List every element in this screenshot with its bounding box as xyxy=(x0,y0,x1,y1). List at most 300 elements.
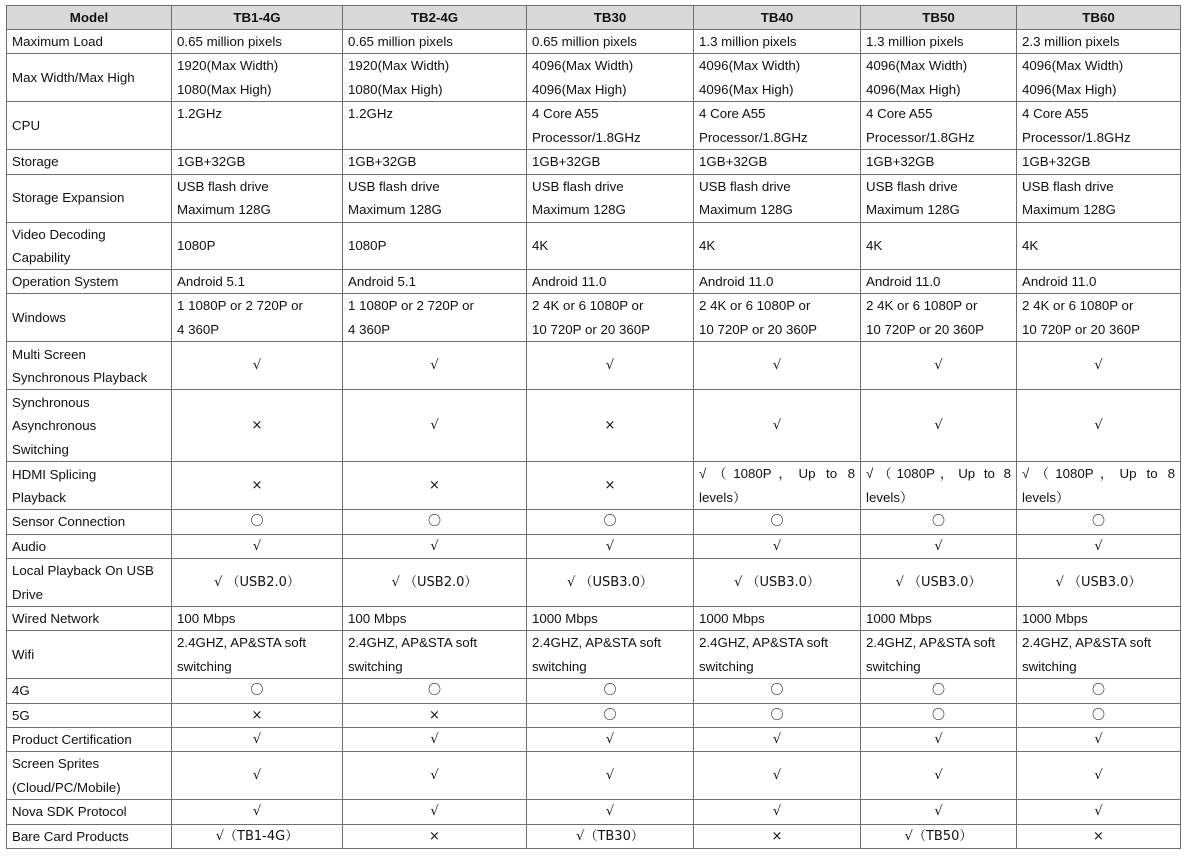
table-cell xyxy=(343,510,527,534)
cell-value: USB flash drive Maximum 128G xyxy=(348,178,442,217)
row-label-text: Windows xyxy=(12,310,66,326)
cell-value: 1920(Max Width) 1080(Max High) xyxy=(348,58,450,97)
cell-value: 1GB+32GB xyxy=(866,154,935,170)
symbol-value: √ xyxy=(772,418,782,434)
row-label xyxy=(7,294,172,342)
row-label xyxy=(7,679,172,703)
symbol-value: √ xyxy=(934,358,943,374)
table-cell xyxy=(694,510,861,534)
cell-value: 1 1080P or 2 720P or 4 360P xyxy=(348,298,474,337)
table-cell xyxy=(172,342,343,390)
table-row xyxy=(7,559,1181,607)
cell-value: 2 4K or 6 1080P or 10 720P or 20 360P xyxy=(1022,298,1141,337)
row-label-text: HDMI Splicing Playback xyxy=(12,466,97,505)
symbol-value: √ xyxy=(430,418,439,434)
symbol-value: 〇 xyxy=(931,683,945,699)
row-label-text: Product Certification xyxy=(12,731,132,747)
cell-value: 4 Core A55 Processor/1.8GHz xyxy=(699,106,808,145)
cell-value: √（1080P，Up to 8 levels） xyxy=(1022,466,1175,505)
table-cell xyxy=(861,54,1017,102)
cell-value: 0.65 million pixels xyxy=(348,34,453,49)
header-row xyxy=(7,6,1181,30)
cell-value: √（1080P，Up to 8 levels） xyxy=(699,466,855,505)
symbol-value: × xyxy=(771,828,783,844)
table-cell xyxy=(527,727,694,751)
table-cell xyxy=(694,270,861,294)
table-cell xyxy=(861,800,1017,824)
cell-value: 1080P xyxy=(348,238,387,254)
row-label-text: Bare Card Products xyxy=(12,828,129,844)
row-label-text: Video Decoding Capability xyxy=(12,226,106,265)
table-cell xyxy=(694,222,861,270)
symbol-value: √ xyxy=(934,538,943,554)
table-row xyxy=(7,342,1181,390)
cell-value: 1GB+32GB xyxy=(699,154,768,170)
table-cell xyxy=(861,703,1017,727)
row-label-text: Wifi xyxy=(12,647,35,663)
row-label-text: Screen Sprites (Cloud/PC/Mobile) xyxy=(12,756,121,795)
symbol-value: 〇 xyxy=(250,683,264,699)
table-cell xyxy=(861,752,1017,800)
table-cell xyxy=(861,462,1017,510)
table-cell xyxy=(694,607,861,631)
table-cell xyxy=(861,679,1017,703)
symbol-value: √ xyxy=(772,731,782,747)
table-cell xyxy=(172,222,343,270)
cell-value: 2 4K or 6 1080P or 10 720P or 20 360P xyxy=(866,298,985,337)
cell-value: 4 Core A55 Processor/1.8GHz xyxy=(532,106,641,145)
symbol-value: √ （USB3.0） xyxy=(895,574,982,590)
symbol-value: 〇 xyxy=(931,707,945,723)
table-cell xyxy=(527,294,694,342)
symbol-value: 〇 xyxy=(1091,683,1105,699)
symbol-value: 〇 xyxy=(603,707,617,723)
table-cell xyxy=(1017,270,1181,294)
table-cell xyxy=(1017,752,1181,800)
table-cell xyxy=(1017,679,1181,703)
table-cell xyxy=(694,342,861,390)
row-label-text: Audio xyxy=(12,538,47,554)
symbol-value: 〇 xyxy=(427,683,441,699)
table-cell xyxy=(861,631,1017,679)
table-cell xyxy=(1017,30,1181,54)
row-label-text: Multi Screen Synchronous Playback xyxy=(12,346,148,385)
table-cell xyxy=(343,752,527,800)
symbol-value: √ xyxy=(1094,538,1103,554)
row-label xyxy=(7,510,172,534)
cell-value: Android 11.0 xyxy=(532,274,607,290)
cell-value: 2.4GHZ, AP&STA soft switching xyxy=(532,635,662,674)
symbol-value: √ xyxy=(605,768,615,784)
symbol-value: √ xyxy=(430,731,439,747)
symbol-value: √ xyxy=(934,768,943,784)
row-label xyxy=(7,222,172,270)
cell-value: 2.4GHZ, AP&STA soft switching xyxy=(1022,635,1152,674)
cell-value: 1000 Mbps xyxy=(532,611,598,627)
symbol-value: 〇 xyxy=(1091,707,1105,723)
table-row xyxy=(7,824,1181,848)
symbol-value: √ xyxy=(430,358,439,374)
table-cell xyxy=(527,631,694,679)
row-label xyxy=(7,54,172,102)
table-row xyxy=(7,607,1181,631)
cell-value: 4096(Max Width) 4096(Max High) xyxy=(866,58,968,97)
table-cell xyxy=(343,607,527,631)
table-cell xyxy=(861,342,1017,390)
table-row xyxy=(7,174,1181,222)
symbol-value: √ xyxy=(1094,358,1103,374)
table-cell xyxy=(172,679,343,703)
table-cell xyxy=(343,390,527,462)
table-cell xyxy=(343,222,527,270)
table-cell xyxy=(172,270,343,294)
cell-value: 2 4K or 6 1080P or 10 720P or 20 360P xyxy=(532,298,651,337)
row-label xyxy=(7,824,172,848)
table-row xyxy=(7,150,1181,174)
spec-table xyxy=(6,5,1181,849)
table-cell xyxy=(527,270,694,294)
column-header-tb30: TB30 xyxy=(527,6,694,30)
table-cell xyxy=(343,559,527,607)
cell-value: USB flash drive Maximum 128G xyxy=(532,178,626,217)
table-cell xyxy=(343,534,527,558)
cell-value: 2.4GHZ, AP&STA soft switching xyxy=(177,635,307,674)
table-cell xyxy=(694,390,861,462)
table-cell xyxy=(527,30,694,54)
column-header-tb40: TB40 xyxy=(694,6,861,30)
table-row xyxy=(7,679,1181,703)
symbol-value: √ xyxy=(430,768,439,784)
cell-value: 1GB+32GB xyxy=(1022,154,1091,170)
symbol-value: √ xyxy=(934,731,943,747)
table-cell xyxy=(861,150,1017,174)
cell-value: 4 Core A55 Processor/1.8GHz xyxy=(866,106,975,145)
table-cell xyxy=(527,150,694,174)
row-label xyxy=(7,800,172,824)
symbol-value: √ xyxy=(1094,768,1103,784)
table-cell xyxy=(172,752,343,800)
table-cell xyxy=(527,510,694,534)
cell-value: 1.2GHz xyxy=(177,106,223,122)
symbol-value: 〇 xyxy=(250,514,264,530)
table-cell xyxy=(861,270,1017,294)
row-label xyxy=(7,462,172,510)
cell-value: 100 Mbps xyxy=(348,611,407,627)
table-cell xyxy=(1017,703,1181,727)
table-cell xyxy=(694,102,861,150)
table-row xyxy=(7,390,1181,462)
symbol-value: √ xyxy=(605,731,615,747)
table-row xyxy=(7,54,1181,102)
cell-value: 1920(Max Width) 1080(Max High) xyxy=(177,58,279,97)
table-cell xyxy=(527,54,694,102)
table-cell xyxy=(861,534,1017,558)
cell-value: 1000 Mbps xyxy=(1022,611,1088,627)
table-cell xyxy=(172,294,343,342)
symbol-value: √ xyxy=(934,418,943,434)
symbol-value: × xyxy=(429,707,440,723)
symbol-value: √ xyxy=(252,731,262,747)
table-row xyxy=(7,631,1181,679)
table-cell xyxy=(694,462,861,510)
table-cell xyxy=(694,800,861,824)
table-cell xyxy=(172,607,343,631)
table-cell xyxy=(694,752,861,800)
table-cell xyxy=(1017,462,1181,510)
table-cell xyxy=(343,294,527,342)
symbol-value: × xyxy=(1093,828,1104,844)
cell-value: 100 Mbps xyxy=(177,611,236,627)
table-cell xyxy=(527,679,694,703)
row-label-text: Wired Network xyxy=(12,611,100,627)
row-label-text: Operation System xyxy=(12,274,119,290)
table-row xyxy=(7,462,1181,510)
row-label-text: Nova SDK Protocol xyxy=(12,804,127,820)
table-row xyxy=(7,510,1181,534)
table-cell xyxy=(861,294,1017,342)
symbol-value: × xyxy=(251,418,263,434)
table-cell xyxy=(861,559,1017,607)
table-cell xyxy=(1017,294,1181,342)
table-cell xyxy=(172,703,343,727)
table-cell xyxy=(343,150,527,174)
row-label xyxy=(7,30,172,54)
table-row xyxy=(7,222,1181,270)
table-cell xyxy=(694,54,861,102)
table-cell xyxy=(172,150,343,174)
row-label xyxy=(7,607,172,631)
table-cell xyxy=(1017,559,1181,607)
row-label xyxy=(7,270,172,294)
row-label-text: 4G xyxy=(12,683,30,699)
table-cell xyxy=(861,222,1017,270)
column-header-model: Model xyxy=(7,6,172,30)
table-cell xyxy=(172,727,343,751)
table-cell xyxy=(694,727,861,751)
symbol-value: √ xyxy=(252,538,262,554)
table-cell xyxy=(527,703,694,727)
symbol-value: × xyxy=(429,478,440,494)
row-label-text: 5G xyxy=(12,707,30,723)
table-cell xyxy=(861,824,1017,848)
table-cell xyxy=(1017,390,1181,462)
table-cell xyxy=(694,559,861,607)
table-cell xyxy=(343,342,527,390)
column-header-tb60: TB60 xyxy=(1017,6,1181,30)
table-cell xyxy=(1017,102,1181,150)
table-row xyxy=(7,703,1181,727)
table-cell xyxy=(172,510,343,534)
table-cell xyxy=(1017,342,1181,390)
table-row xyxy=(7,727,1181,751)
table-row xyxy=(7,294,1181,342)
symbol-value: × xyxy=(251,478,263,494)
table-cell xyxy=(343,174,527,222)
table-cell xyxy=(172,824,343,848)
symbol-value: 〇 xyxy=(1091,514,1105,530)
table-row xyxy=(7,102,1181,150)
table-cell xyxy=(694,631,861,679)
symbol-value: √ xyxy=(605,538,615,554)
symbol-value: √ xyxy=(934,804,943,820)
table-cell xyxy=(861,30,1017,54)
cell-value: 4096(Max Width) 4096(Max High) xyxy=(1022,58,1124,97)
row-label-text: Storage Expansion xyxy=(12,190,125,206)
symbol-value: √ xyxy=(252,804,262,820)
symbol-value: √ xyxy=(430,804,439,820)
table-cell xyxy=(1017,607,1181,631)
row-label-text: Max Width/Max High xyxy=(12,70,135,86)
symbol-value: 〇 xyxy=(770,707,784,723)
table-cell xyxy=(1017,174,1181,222)
symbol-value: √ （USB3.0） xyxy=(1055,574,1142,590)
table-cell xyxy=(343,54,527,102)
table-cell xyxy=(343,703,527,727)
cell-value: 1.3 million pixels xyxy=(699,34,797,49)
table-cell xyxy=(172,390,343,462)
symbol-value: √（TB50） xyxy=(904,828,973,844)
table-cell xyxy=(343,824,527,848)
table-cell xyxy=(694,150,861,174)
row-label xyxy=(7,102,172,150)
row-label-text: Sensor Connection xyxy=(12,514,126,530)
table-cell xyxy=(527,534,694,558)
cell-value: USB flash drive Maximum 128G xyxy=(177,178,271,217)
table-cell xyxy=(1017,727,1181,751)
row-label xyxy=(7,703,172,727)
symbol-value: 〇 xyxy=(427,514,441,530)
row-label-text: Storage xyxy=(12,154,59,170)
table-cell xyxy=(343,727,527,751)
table-cell xyxy=(861,510,1017,534)
table-cell xyxy=(343,102,527,150)
cell-value: 2.4GHZ, AP&STA soft switching xyxy=(866,635,996,674)
column-header-tb2-4g: TB2-4G xyxy=(343,6,527,30)
row-label xyxy=(7,534,172,558)
table-cell xyxy=(343,30,527,54)
symbol-value: √ （USB3.0） xyxy=(734,574,820,590)
table-cell xyxy=(172,534,343,558)
row-label xyxy=(7,559,172,607)
cell-value: 4096(Max Width) 4096(Max High) xyxy=(532,58,634,97)
cell-value: 1GB+32GB xyxy=(177,154,246,170)
table-cell xyxy=(1017,54,1181,102)
row-label-text: CPU xyxy=(12,118,41,134)
symbol-value: √ xyxy=(605,804,615,820)
symbol-value: 〇 xyxy=(603,683,617,699)
table-cell xyxy=(861,390,1017,462)
cell-value: 2.4GHZ, AP&STA soft switching xyxy=(348,635,478,674)
table-cell xyxy=(527,222,694,270)
cell-value: 4K xyxy=(866,238,883,254)
row-label-text: Synchronous Asynchronous Switching xyxy=(12,395,97,457)
table-cell xyxy=(1017,510,1181,534)
cell-value: Android 5.1 xyxy=(348,274,417,290)
symbol-value: √ xyxy=(252,358,262,374)
table-cell xyxy=(861,174,1017,222)
cell-value: 4K xyxy=(699,238,716,254)
symbol-value: √ xyxy=(1094,418,1103,434)
table-cell xyxy=(694,824,861,848)
table-cell xyxy=(172,631,343,679)
table-cell xyxy=(172,102,343,150)
symbol-value: √ xyxy=(772,538,782,554)
cell-value: 4 Core A55 Processor/1.8GHz xyxy=(1022,106,1131,145)
table-cell xyxy=(861,102,1017,150)
table-row xyxy=(7,270,1181,294)
table-cell xyxy=(172,800,343,824)
cell-value: USB flash drive Maximum 128G xyxy=(699,178,793,217)
cell-value: 2 4K or 6 1080P or 10 720P or 20 360P xyxy=(699,298,818,337)
table-cell xyxy=(343,631,527,679)
table-row xyxy=(7,800,1181,824)
cell-value: 4K xyxy=(532,238,549,254)
cell-value: 1000 Mbps xyxy=(866,611,932,627)
symbol-value: √ （USB2.0） xyxy=(391,574,478,590)
table-cell xyxy=(694,30,861,54)
table-cell xyxy=(694,174,861,222)
row-label xyxy=(7,727,172,751)
column-header-tb50: TB50 xyxy=(861,6,1017,30)
symbol-value: × xyxy=(429,828,440,844)
cell-value: USB flash drive Maximum 128G xyxy=(866,178,960,217)
table-cell xyxy=(343,800,527,824)
cell-value: Android 5.1 xyxy=(177,274,246,290)
symbol-value: √（TB30） xyxy=(576,828,644,844)
symbol-value: 〇 xyxy=(931,514,945,530)
cell-value: 2.4GHZ, AP&STA soft switching xyxy=(699,635,829,674)
table-body xyxy=(7,30,1181,849)
table-cell xyxy=(527,342,694,390)
symbol-value: √（TB1-4G） xyxy=(215,828,299,844)
symbol-value: × xyxy=(251,707,263,723)
table-cell xyxy=(1017,534,1181,558)
symbol-value: √ （USB3.0） xyxy=(567,574,653,590)
table-cell xyxy=(861,607,1017,631)
table-cell xyxy=(527,607,694,631)
table-row xyxy=(7,534,1181,558)
row-label-text: Local Playback On USB Drive xyxy=(12,563,154,602)
table-cell xyxy=(172,30,343,54)
cell-value: USB flash drive Maximum 128G xyxy=(1022,178,1116,217)
table-cell xyxy=(343,462,527,510)
symbol-value: × xyxy=(604,418,616,434)
table-cell xyxy=(694,703,861,727)
table-cell xyxy=(172,559,343,607)
table-cell xyxy=(343,270,527,294)
table-cell xyxy=(1017,824,1181,848)
table-row xyxy=(7,752,1181,800)
symbol-value: √ xyxy=(252,768,262,784)
table-cell xyxy=(527,174,694,222)
symbol-value: √ xyxy=(430,538,439,554)
table-cell xyxy=(861,727,1017,751)
symbol-value: 〇 xyxy=(770,683,784,699)
symbol-value: √ xyxy=(772,358,782,374)
row-label xyxy=(7,390,172,462)
symbol-value: 〇 xyxy=(770,514,784,530)
table-cell xyxy=(172,54,343,102)
table-cell xyxy=(694,534,861,558)
table-cell xyxy=(1017,222,1181,270)
cell-value: Android 11.0 xyxy=(866,274,941,290)
table-cell xyxy=(172,174,343,222)
cell-value: √（1080P，Up to 8 levels） xyxy=(866,466,1011,505)
cell-value: 1000 Mbps xyxy=(699,611,765,627)
row-label xyxy=(7,752,172,800)
cell-value: 4096(Max Width) 4096(Max High) xyxy=(699,58,801,97)
symbol-value: √ xyxy=(1094,804,1103,820)
